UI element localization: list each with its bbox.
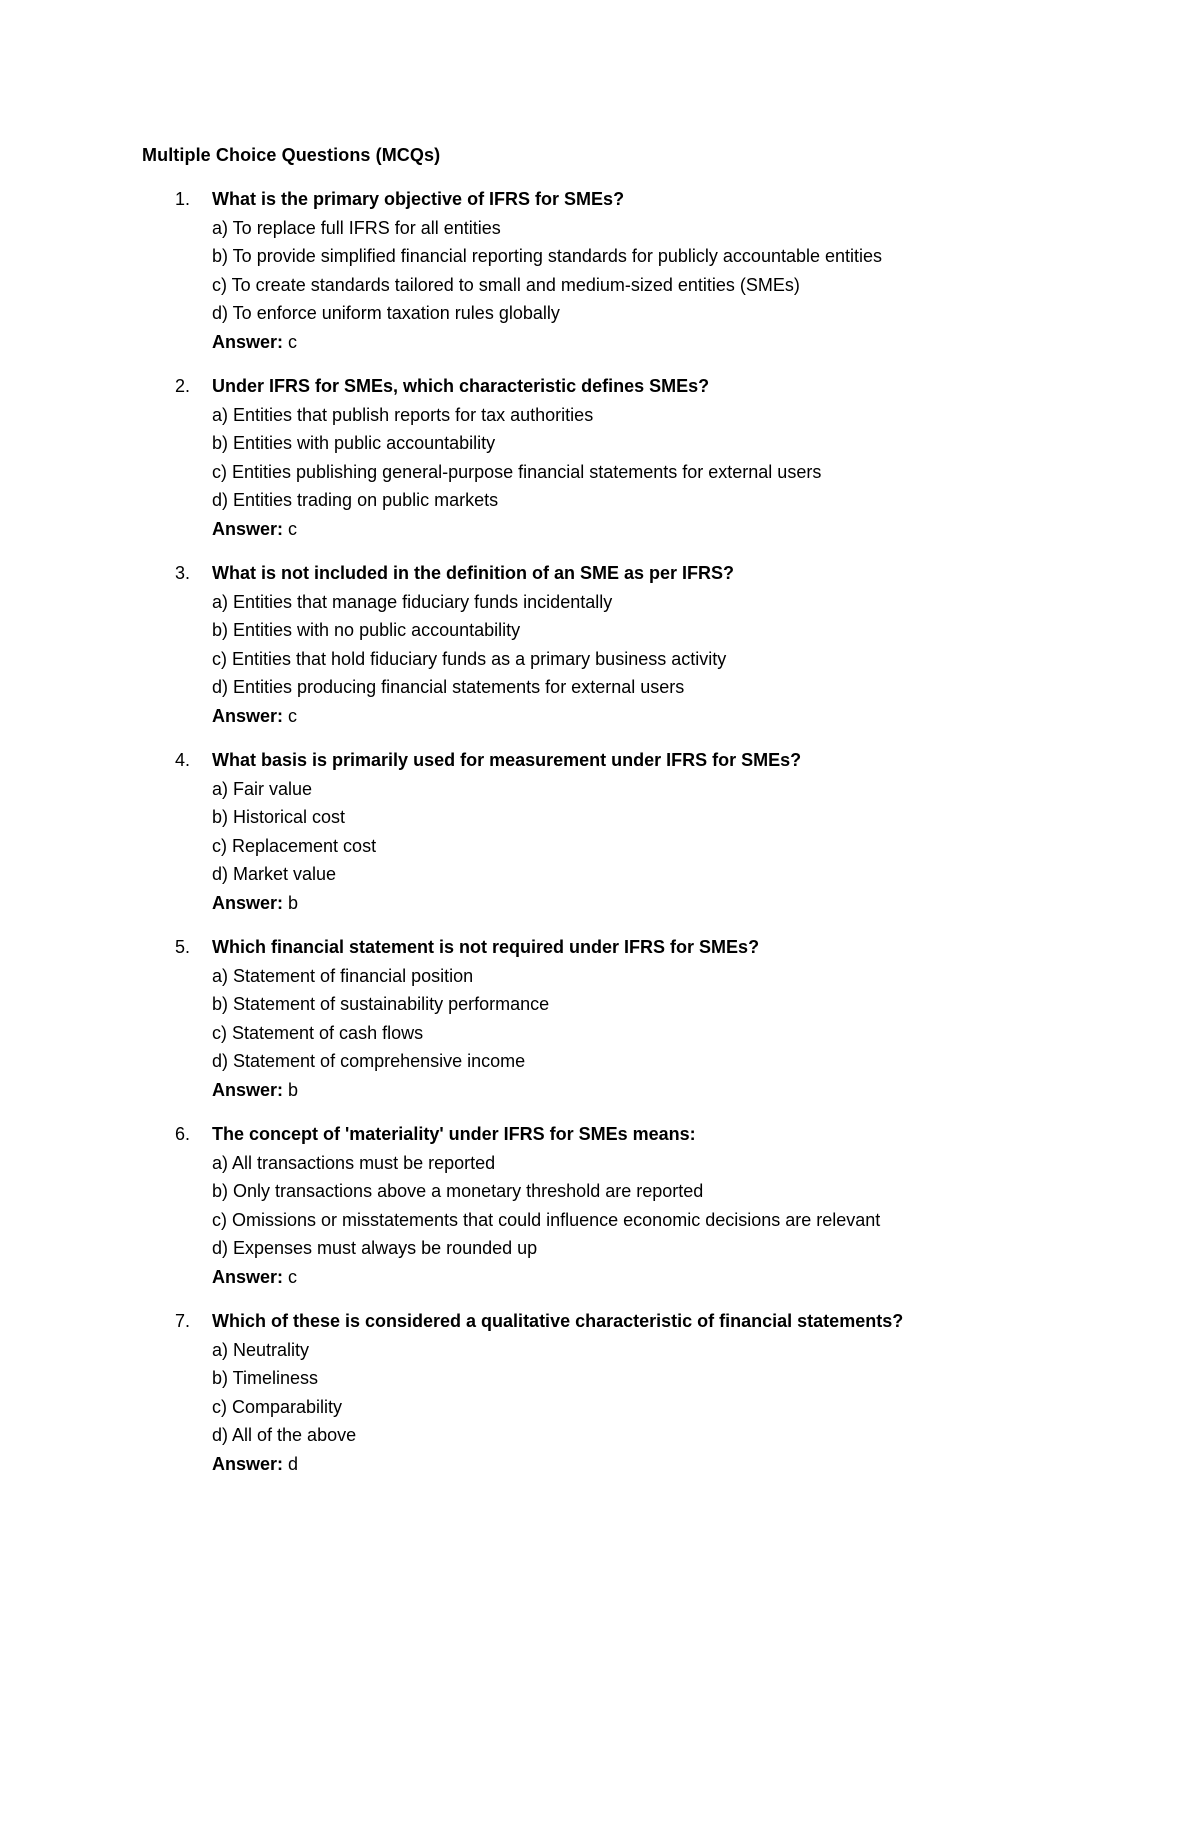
question-body — [212, 188, 1172, 359]
question-item — [0, 375, 1200, 562]
option-a: a) Statement of financial position — [212, 965, 474, 986]
option-b: b) Only transactions above a monetary threshold are reported — [212, 1181, 704, 1201]
question-number: 7. — [175, 1311, 191, 1331]
option-d: d) Entities producing financial statements for external users — [212, 677, 685, 697]
option-d: d) Expenses must always be rounded up — [212, 1238, 538, 1258]
option-c: c) To create standards tailored to small and medium-sized entities (SMEs) — [212, 274, 800, 295]
option-d: d) Statement of comprehensive income — [212, 1051, 526, 1071]
answer-label: Answer: — [212, 1079, 284, 1100]
document-title: Multiple Choice Questions (MCQs) — [142, 145, 441, 165]
question-number: 6. — [175, 1124, 191, 1144]
option-b: b) Entities with no public accountability — [212, 620, 521, 640]
option-d: d) Entities trading on public markets — [212, 490, 499, 510]
answer-value: b — [288, 1079, 299, 1100]
question-text: What is not included in the definition of an SME as per IFRS? — [212, 563, 735, 583]
option-b: b) Timeliness — [212, 1368, 319, 1388]
answer-value: c — [288, 518, 298, 539]
question-item — [0, 188, 1200, 375]
option-a: a) Entities that publish reports for tax authorities — [212, 404, 594, 425]
answer-value: b — [288, 892, 299, 913]
option-list — [212, 1339, 1172, 1453]
option-b: b) Entities with public accountability — [212, 433, 496, 453]
question-item — [0, 749, 1200, 936]
answer-line — [212, 518, 1172, 547]
answer-label: Answer: — [212, 705, 284, 726]
question-text: What basis is primarily used for measurement under IFRS for SMEs? — [212, 750, 802, 770]
question-text: What is the primary objective of IFRS for SMEs? — [212, 189, 625, 209]
option-b: b) To provide simplified financial reporting standards for publicly accountable entities — [212, 246, 883, 266]
question-body — [212, 936, 1172, 1107]
option-c: c) Entities that hold fiduciary funds as a primary business activity — [212, 648, 727, 669]
option-list — [212, 591, 1172, 705]
question-body — [212, 375, 1172, 546]
answer-label: Answer: — [212, 518, 284, 539]
option-list — [212, 404, 1172, 518]
option-list — [212, 965, 1172, 1079]
option-d: d) All of the above — [212, 1425, 357, 1445]
answer-line — [212, 892, 1172, 921]
option-a: a) Entities that manage fiduciary funds incidentally — [212, 591, 613, 612]
question-text: The concept of 'materiality' under IFRS for SMEs means: — [212, 1124, 696, 1144]
answer-label: Answer: — [212, 1266, 284, 1287]
option-d: d) Market value — [212, 864, 337, 884]
question-text: Which financial statement is not required under IFRS for SMEs? — [212, 937, 760, 957]
answer-value: c — [288, 705, 298, 726]
question-body — [212, 562, 1172, 733]
option-list — [212, 1152, 1172, 1266]
answer-line — [212, 1453, 1172, 1482]
question-number: 3. — [175, 563, 191, 583]
question-item — [0, 1310, 1200, 1497]
option-c: c) Omissions or misstatements that could influence economic decisions are relevant — [212, 1209, 881, 1230]
question-number: 4. — [175, 750, 191, 770]
answer-line — [212, 331, 1172, 360]
question-number: 2. — [175, 376, 191, 396]
question-number: 5. — [175, 937, 191, 957]
option-b: b) Statement of sustainability performance — [212, 994, 550, 1014]
answer-label: Answer: — [212, 892, 284, 913]
option-b: b) Historical cost — [212, 807, 346, 827]
answer-value: c — [288, 1266, 298, 1287]
answer-line — [212, 1266, 1172, 1295]
option-a: a) Fair value — [212, 778, 313, 799]
option-c: c) Statement of cash flows — [212, 1022, 424, 1043]
question-body — [212, 1123, 1172, 1294]
option-a: a) All transactions must be reported — [212, 1152, 496, 1173]
question-body — [212, 749, 1172, 920]
answer-value: d — [288, 1453, 299, 1474]
answer-line — [212, 1079, 1172, 1108]
question-item — [0, 936, 1200, 1123]
question-item — [0, 1123, 1200, 1310]
option-d: d) To enforce uniform taxation rules globally — [212, 303, 560, 323]
answer-line — [212, 705, 1172, 734]
question-text: Which of these is considered a qualitative characteristic of financial statements? — [212, 1311, 904, 1331]
option-a: a) To replace full IFRS for all entities — [212, 217, 501, 238]
question-text: Under IFRS for SMEs, which characteristic defines SMEs? — [212, 376, 710, 396]
question-number: 1. — [175, 189, 191, 209]
option-c: c) Replacement cost — [212, 835, 377, 856]
option-list — [212, 778, 1172, 892]
option-list — [212, 217, 1172, 331]
option-a: a) Neutrality — [212, 1339, 310, 1360]
option-c: c) Comparability — [212, 1396, 343, 1417]
question-item — [0, 562, 1200, 749]
answer-value: c — [288, 331, 298, 352]
question-body — [212, 1310, 1172, 1481]
answer-label: Answer: — [212, 1453, 284, 1474]
question-list — [0, 188, 1200, 1497]
option-c: c) Entities publishing general-purpose financial statements for external users — [212, 461, 822, 482]
answer-label: Answer: — [212, 331, 284, 352]
